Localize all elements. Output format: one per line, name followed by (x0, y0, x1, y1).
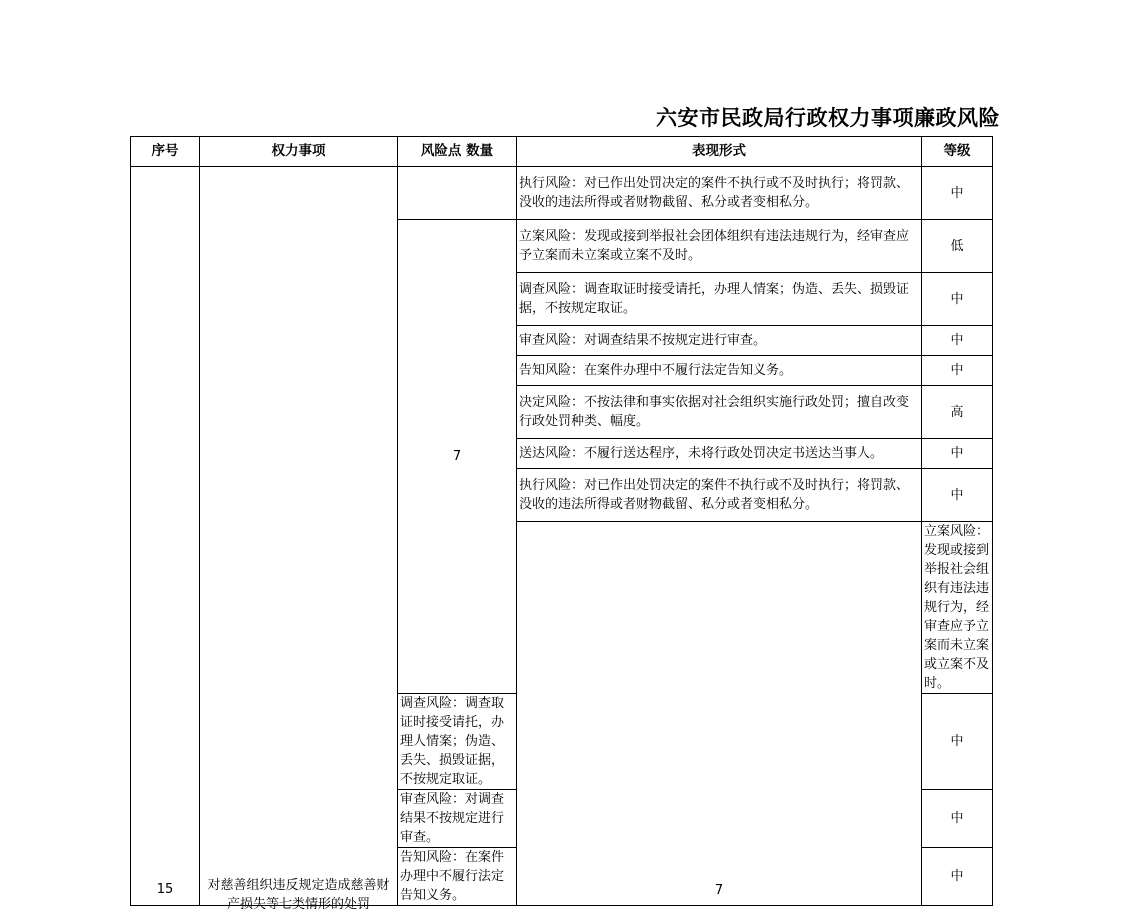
risk-form: 告知风险：在案件办理中不履行法定告知义务。 (517, 356, 922, 386)
risk-level: 中 (922, 356, 993, 386)
page-title: 六安市民政局行政权力事项廉政风险 (656, 106, 1000, 130)
risk-form: 立案风险：发现或接到举报社会组织有违法违规行为，经审查应予立案而未立案或立案不及时。 (922, 522, 993, 694)
risk-form: 执行风险：对已作出处罚决定的案件不执行或不及时执行；将罚款、没收的违法所得或者财物截留、私分或者变相私分。 (517, 469, 922, 522)
header-form: 表现形式 (517, 137, 922, 167)
risk-count: 7 (714, 883, 724, 898)
power-item-cell (200, 167, 398, 912)
header-row (131, 137, 993, 167)
risk-form: 审查风险：对调查结果不按规定进行审查。 (517, 326, 922, 356)
header-index: 序号 (131, 137, 200, 167)
title-clip (560, 104, 1000, 134)
risk-level: 中 (922, 790, 993, 848)
risk-form: 立案风险：发现或接到举报社会团体组织有违法违规行为，经审查应予立案而未立案或立案不及时。 (517, 220, 922, 273)
table-row (131, 167, 993, 220)
risk-form: 执行风险：对已作出处罚决定的案件不执行或不及时执行；将罚款、没收的违法所得或者财物截留、私分或者变相私分。 (517, 167, 922, 220)
risk-level: 中 (922, 469, 993, 522)
power-item-name: 对慈善组织违反规定造成慈善财产损失等七类情形的处罚 (207, 878, 390, 912)
risk-form: 决定风险：不按法律和事实依据对社会组织实施行政处罚；擅自改变行政处罚种类、幅度。 (517, 386, 922, 439)
risk-form: 送达风险：不履行送达程序，未将行政处罚决定书送达当事人。 (517, 439, 922, 469)
table-viewport (130, 136, 994, 912)
risk-form: 审查风险：对调查结果不按规定进行审查。 (398, 790, 517, 848)
risk-level: 中 (922, 273, 993, 326)
risk-level: 中 (922, 439, 993, 469)
risk-form: 告知风险：在案件办理中不履行法定告知义务。 (398, 848, 517, 906)
header-level: 等级 (922, 137, 993, 167)
risk-level: 高 (922, 386, 993, 439)
risk-table (130, 136, 993, 912)
risk-level: 中 (922, 848, 993, 906)
header-risk-count: 风险点 数量 (398, 137, 517, 167)
item-index-cell (131, 167, 200, 906)
risk-count-cell (517, 522, 922, 906)
risk-level: 低 (922, 220, 993, 273)
risk-count-cell (398, 167, 517, 220)
risk-level: 中 (922, 694, 993, 790)
risk-count-cell: 7 (398, 220, 517, 694)
item-index: 15 (156, 882, 174, 897)
risk-level: 中 (922, 326, 993, 356)
header-power-item: 权力事项 (200, 137, 398, 167)
risk-form: 调查风险：调查取证时接受请托，办理人情案；伪造、丢失、损毁证据，不按规定取证。 (398, 694, 517, 790)
risk-form: 调查风险：调查取证时接受请托，办理人情案；伪造、丢失、损毁证据，不按规定取证。 (517, 273, 922, 326)
risk-level: 中 (922, 167, 993, 220)
